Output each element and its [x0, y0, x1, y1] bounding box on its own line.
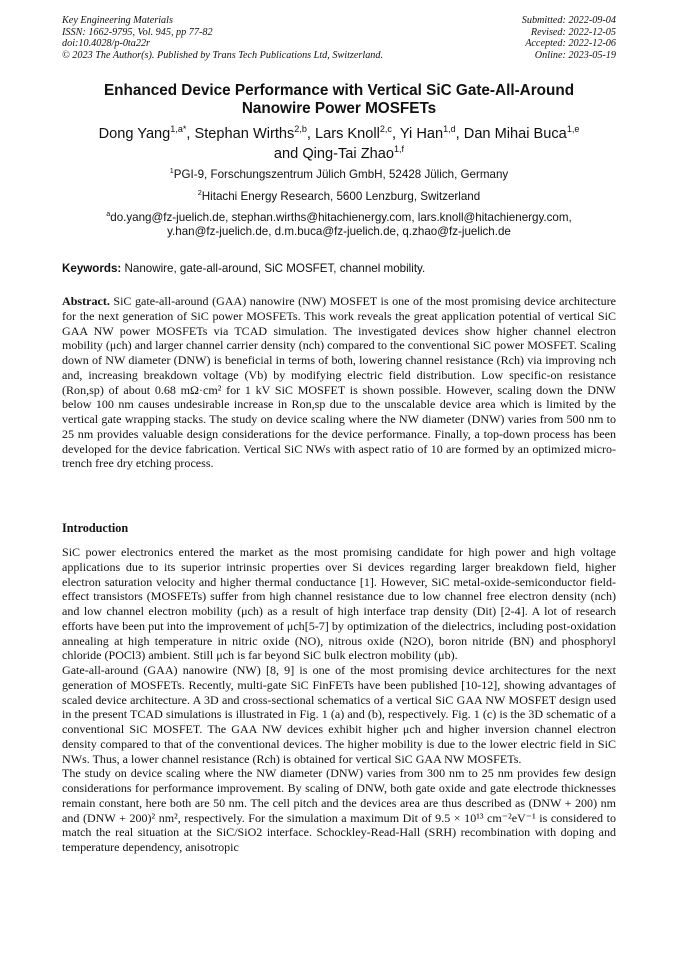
- section-heading-introduction: Introduction: [62, 521, 129, 535]
- journal-name: Key Engineering Materials: [62, 15, 173, 26]
- revised-date: Revised: 2022-12-05: [530, 26, 616, 38]
- author-name: Stephan Wirths: [194, 126, 295, 142]
- author-affil-mark: 2,c: [379, 124, 392, 135]
- author-affil-mark: 1,f: [394, 144, 405, 155]
- journal-info: [62, 15, 383, 61]
- author-affil-mark: 1,a*: [170, 124, 187, 135]
- author-affil-mark: 1,d: [443, 124, 456, 135]
- introduction-paragraph: Gate-all-around (GAA) nanowire (NW) [8, 9] is one of the most promising device architectures for the next generation of MOSFETs. Recently, multi-gate SiC FinFETs have been published [10-12], showing advantages of scaled device architecture. A 3D and cross-sectional schematics of a vertical SiC GAA NW MOSFET design used in the present TCAD simulations is illustrated in Fig. 1 (a) and (b), respectively. Fig. 1 (c) is the 3D schematic of a conventional SiC MOSFET. The GAA NW devices exhibit higher μch and higher inversion channel electron density compared to that of the conventional devices. The higher mobility is due to the lower electric field in SiC NWs. Thus, a lower channel resistance (Rch) is obtained for vertical SiC GAA NW MOSFETs.: [62, 663, 616, 766]
- author-name: Dan Mihai Buca: [463, 126, 567, 142]
- abstract-label: Abstract.: [62, 294, 110, 308]
- authors-line-2: and Qing-Tai Zhao$^{1,f}$: [273, 144, 405, 162]
- author-name: Lars Knoll: [314, 126, 380, 142]
- keywords-text: Nanowire, gate-all-around, SiC MOSFET, channel mobility.: [124, 262, 426, 275]
- author-affil-mark: 2,b: [294, 124, 307, 135]
- affiliation-2: $^2$Hitachi Energy Research, 5600 Lenzburg, Switzerland: [197, 188, 481, 203]
- title-line-2: Nanowire Power MOSFETs: [241, 100, 437, 117]
- accepted-date: Accepted: 2022-12-06: [525, 38, 616, 50]
- keywords: [62, 262, 616, 276]
- affiliation-1: $^1$PGI-9, Forschungszentrum Jülich GmbH, 52428 Jülich, Germany: [169, 166, 509, 181]
- abstract: [62, 294, 616, 471]
- title-line-1: Enhanced Device Performance with Vertical SiC Gate-All-Around: [103, 82, 575, 99]
- email-list: [62, 211, 616, 239]
- keywords-label: Keywords:: [62, 262, 122, 275]
- introduction-paragraph: The study on device scaling where the NW diameter (DNW) varies from 300 nm to 25 nm provides few design considerations for performance improvement. By scaling of DNW, both gate oxide and gate electrode thicknesses remain constant, here both are 50 nm. The cell pitch and the devices area are thus described as (DNW + 200) nm and (DNW + 200)² nm², respectively. For the simulation a maximum Dit of 9.5 × 10¹³ cm⁻²eV⁻¹ is considered to match the real situation at the SiC/SiO2 interface. Schockley-Read-Hall (SRH) recombination with doping and temperature dependency, anisotropic: [62, 766, 616, 854]
- paper-title: [62, 82, 616, 118]
- submission-dates: [522, 15, 616, 61]
- author-affil-mark: 1,e: [566, 124, 580, 135]
- author-list: [62, 124, 616, 164]
- online-date: Online: 2023-05-19: [534, 49, 616, 61]
- authors-line-1: Dong Yang$^{1,a*}$, Stephan Wirths$^{2,b}$, Lars Knoll$^{2,c}$, Yi Han$^{1,d}$, Dan Mihai Buca$^{1,e}$: [98, 124, 580, 142]
- author-name: Dong Yang: [98, 126, 171, 142]
- email-line-1: $^a$do.yang@fz-juelich.de, stephan.wirths@hitachienergy.com, lars.knoll@hitachienergy.com,: [106, 209, 572, 224]
- introduction-paragraph: SiC power electronics entered the market as the most promising candidate for high power and high voltage applications due to its superior intrinsic properties over Si devices regarding larger breakdown field, higher electron saturation velocity and higher thermal conductance [1]. However, SiC metal-oxide-semiconductor field-effect transistors (MOSFETs) suffer from high channel resistance due to low channel free electron density (nch) and low channel electron mobility (μch) as a result of high interface trap density (Dit) [2-4]. A lot of research efforts have been put into the improvement of μch[5-7] by optimization of the dielectrics, including post-oxidation annealing at high temperature in nitric oxide (NO), nitrous oxide (N2O), boron nitride (BN) and phosphoryl chloride (POCl3) ambient. Still μch is far beyond SiC bulk electron mobility (μb).: [62, 545, 616, 663]
- introduction-body: [62, 545, 616, 855]
- doi-line: doi:10.4028/p-0ta22r: [62, 38, 151, 50]
- abstract-text: SiC gate-all-around (GAA) nanowire (NW) MOSFET is one of the most promising device architecture for the next generation of SiC power MOSFETs. This work reveals the great application potential of vertical SiC GAA NW power MOSFETs via TCAD simulation. The investigated devices show higher channel electron mobility (μch) and larger channel carrier density (nch) compared to the conventional SiC power MOSFET. Scaling down of NW diameter (DNW) is beneficial in terms of both, lowering channel resistance (Rch) via improving nch and, increasing breakdown voltage (Vb) by modifying electric field distribution. Low specific-on resistance (Ron,sp) of about 0.68 mΩ·cm² for 1 kV SiC MOSFET is shown possible. However, scaling down the DNW below 100 nm causes undesirable increase in Ron,sp due to the unscalable device area which is limited by the vertical gate wrapping stacks. The study on device scaling where the NW diameter (DNW) varies from 500 nm to 25 nm provides valuable design considerations for the device performance. Finally, a top-down process has been developed for the device fabrication. Vertical SiC NWs with aspect ratio of 10 are formed by an optimized micro-trench free dry etching process.: [62, 294, 616, 471]
- submitted-date: Submitted: 2022-09-04: [521, 15, 616, 26]
- copyright-line: © 2023 The Author(s). Published by Trans Tech Publications Ltd, Switzerland.: [62, 49, 384, 61]
- email-line-2: y.han@fz-juelich.de, d.m.buca@fz-juelich.de, q.zhao@fz-juelich.de: [167, 225, 511, 238]
- issn-line: ISSN: 1662-9795, Vol. 945, pp 77-82: [62, 26, 213, 38]
- author-name: Yi Han: [399, 126, 444, 142]
- author-name: Qing-Tai Zhao: [302, 146, 394, 162]
